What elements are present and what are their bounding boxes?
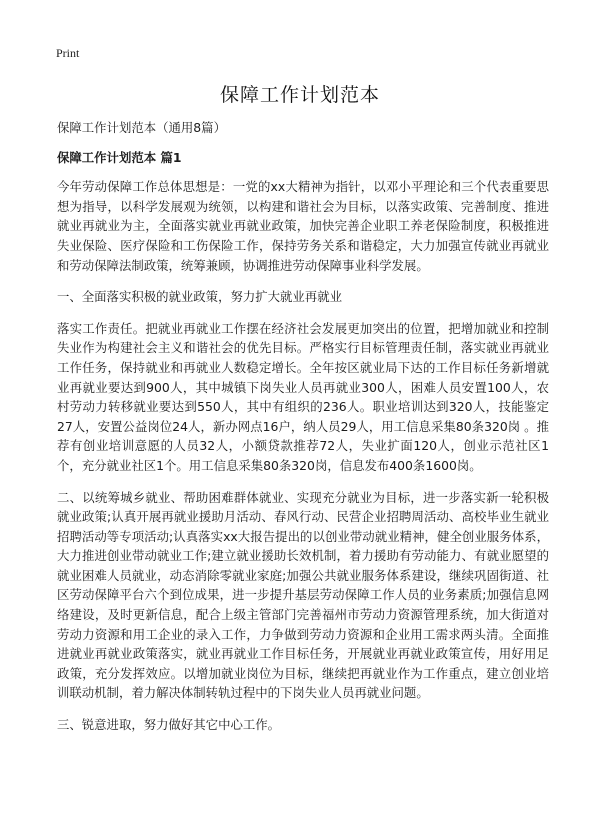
document-body: [57, 118, 549, 747]
paragraph-responsibility: 落实工作责任。把就业再就业工作摆在经济社会发展更加突出的位置，把增加就业和控制失业作为构建社会主义和谐社会的优先目标。严格实行目标管理责任制，落实就业再就业工作任务，保持就业和再就业人数稳定增长。全年按区就业局下达的工作目标任务新增就业再就业要达到900人，其中城镇下岗失业人员再就业300人，困难人员安置100人，农村劳动力转移就业要达到550人，其中有组织的236人。职业培训达到320人，技能鉴定27人，安置公益岗位24人，新办网点16户，纳人员29人，用工信息采集80条320岗 。推荐有创业培训意愿的人员32人，小额贷款推荐72人，失业扩面120人，创业示范社区1个，充分就业社区1个。用工信息采集80条320岗，信息发布400条1600岗。: [57, 320, 549, 473]
paragraph-intro: 今年劳动保障工作总体思想是：一党的xx大精神为指针，以邓小平理论和三个代表重要思想为指导，以科学发展观为统领，以构建和谐社会为目标，以落实政策、完善制度、推进就业再就业为主，全面落实就业再就业政策，加快完善企业职工养老保险制度，积极推进失业保险、医疗保险和工伤保险工作，保持劳务关系和谐稳定，大力加强宣传就业再就业和劳动保障法制政策，统筹兼顾，协调推进劳动保障事业科学发展。: [57, 179, 549, 273]
document-subtitle: 保障工作计划范本（通用8篇）: [57, 120, 226, 135]
paragraph-heading-3: 三、锐意进取，努力做好其它中心工作。: [57, 717, 281, 733]
section-title: 保障工作计划范本 篇1: [57, 149, 182, 165]
paragraph-heading-2-body: 二、以统筹城乡就业、帮助困难群体就业、实现充分就业为目标，进一步落实新一轮积极就业政策;认真开展再就业援助月活动、春风行动、民营企业招聘周活动、高校毕业生就业招聘活动等专项活动;认真落实xx大报告提出的以创业带动就业精神，健全创业服务体系，大力推进创业带动就业工作;建立就业援助长效机制，着力援助有劳动能力、有就业愿望的就业困难人员就业，动态消除零就业家庭;加强公共就业服务体系建设，继续巩固街道、社区劳动保障平台六个到位成果，进一步提升基层劳动保障工作人员的业务素质;加强信息网络建设，及时更新信息，配合上级主管部门完善福州市劳动力资源管理系统，加大街道对劳动力资源和用工企业的录入工作，力争做到劳动力资源和企业用工需求两头清。全面推进就业再就业政策落实，就业再就业工作目标任务，开展就业再就业政策宣传，用好用足政策，充分发挥效应。以增加就业岗位为目标，继续把再就业作为工作重点，建立创业培训联动机制，着力解决体制转轨过程中的下岗失业人员再就业问题。: [57, 489, 549, 701]
document-title: 保障工作计划范本: [219, 84, 380, 106]
paragraph-heading-1: 一、全面落实积极的就业政策，努力扩大就业再就业: [57, 289, 342, 305]
print-link[interactable]: Print: [56, 46, 80, 60]
